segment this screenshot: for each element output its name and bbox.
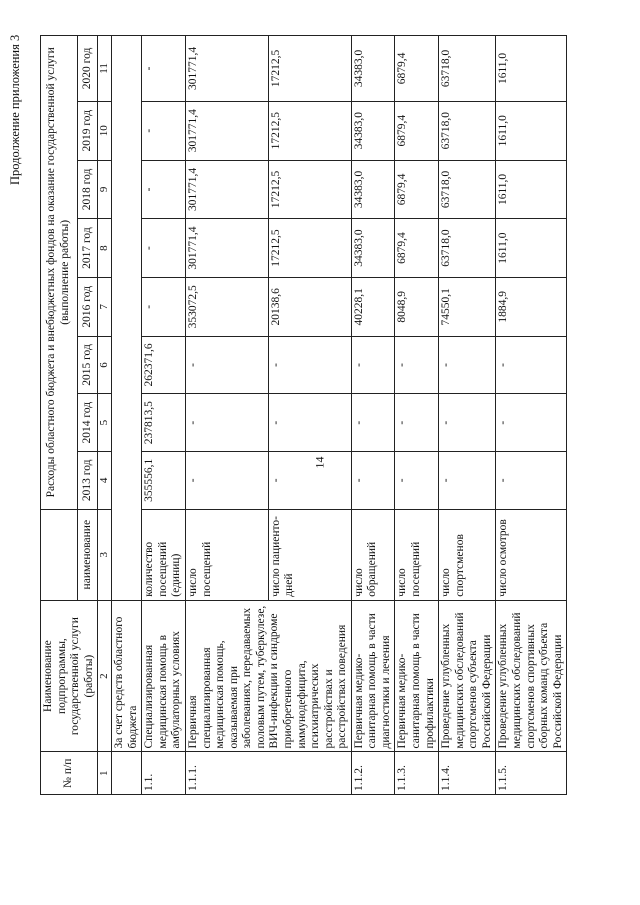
- row-value: 301771,4: [186, 219, 269, 278]
- row-name: Специализированная медицинская помощь в амбулаторных условиях: [142, 600, 186, 752]
- row-num: 1.1.2.: [351, 752, 395, 795]
- row-value: 1611,0: [496, 160, 567, 219]
- header-num: № п/п: [41, 752, 98, 795]
- row-value: -: [439, 336, 496, 394]
- col-index: 2: [98, 600, 112, 752]
- header-year: 2020 год: [77, 36, 97, 102]
- col-index: 5: [98, 394, 112, 452]
- header-indicator-name: наименование: [77, 509, 97, 600]
- row-indicator: количество посещений (единиц): [142, 509, 186, 600]
- col-index: 8: [98, 219, 112, 278]
- row-value: 353072,5: [186, 277, 269, 336]
- row-value: -: [268, 394, 351, 452]
- row-value: -: [186, 394, 269, 452]
- row-num: 1.1.5.: [496, 752, 567, 795]
- column-index-row: [98, 36, 112, 795]
- row-value: -: [351, 394, 395, 452]
- row-indicator: число спортсменов: [439, 509, 496, 600]
- row-num: 1.1.: [142, 752, 186, 795]
- row-value: -: [395, 394, 439, 452]
- row-value: 63718,0: [439, 160, 496, 219]
- header-year: 2015 год: [77, 336, 97, 394]
- row-value: -: [268, 451, 351, 509]
- row-value: -: [395, 451, 439, 509]
- header-budget-group: Расходы областного бюджета и внебюджетных фондов на оказание государственной услуги (выполнение работы): [41, 36, 78, 510]
- row-value: 301771,4: [186, 101, 269, 160]
- page-number: 14: [312, 456, 327, 469]
- row-value: 20138,6: [268, 277, 351, 336]
- col-index: 4: [98, 451, 112, 509]
- row-value: 34383,0: [351, 160, 395, 219]
- header-indicator-group: [41, 509, 78, 600]
- row-value: 355556,1: [142, 451, 186, 509]
- row-value: 6879,4: [395, 219, 439, 278]
- row-value: -: [496, 451, 567, 509]
- col-index: 7: [98, 277, 112, 336]
- row-value: -: [186, 336, 269, 394]
- row-indicator: число посещений: [395, 509, 439, 600]
- header-year: 2016 год: [77, 277, 97, 336]
- col-index: 1: [98, 752, 112, 795]
- row-value: 17212,5: [268, 101, 351, 160]
- table-row: [186, 36, 269, 795]
- row-value: 1611,0: [496, 219, 567, 278]
- row-value: -: [496, 394, 567, 452]
- table-row: [142, 36, 186, 795]
- row-value: 1884,9: [496, 277, 567, 336]
- row-value: -: [142, 277, 186, 336]
- row-value: -: [439, 451, 496, 509]
- row-value: -: [395, 336, 439, 394]
- row-indicator: число посещений: [186, 509, 269, 600]
- row-value: -: [142, 160, 186, 219]
- row-value: -: [142, 219, 186, 278]
- row-value: 40228,1: [351, 277, 395, 336]
- row-value: -: [268, 336, 351, 394]
- row-value: 301771,4: [186, 160, 269, 219]
- row-num: 1.1.1.: [186, 752, 352, 795]
- row-value: -: [496, 336, 567, 394]
- row-indicator: число осмотров: [496, 509, 567, 600]
- row-name: Первичная медико-санитарная помощь в части диагностики и лечения: [351, 600, 395, 752]
- section-row: [112, 36, 142, 795]
- row-value: 6879,4: [395, 101, 439, 160]
- row-value: 262371,6: [142, 336, 186, 394]
- col-index: 9: [98, 160, 112, 219]
- row-value: -: [142, 101, 186, 160]
- row-value: 34383,0: [351, 219, 395, 278]
- row-value: -: [351, 451, 395, 509]
- row-value: 74550,1: [439, 277, 496, 336]
- row-value: 63718,0: [439, 36, 496, 102]
- row-value: 1611,0: [496, 101, 567, 160]
- row-value: 34383,0: [351, 101, 395, 160]
- row-num: 1.1.4.: [439, 752, 496, 795]
- row-name: Первичная специализированная медицинская помощь, оказываемая при заболеваниях, передаваемых половым путем, туберкулезе, ВИЧ-инфекции и синдроме приобретенного иммунодефицита, психиатрических расстройствах и расстройствах поведения: [186, 600, 352, 752]
- row-value: 237813,5: [142, 394, 186, 452]
- row-value: 6879,4: [395, 36, 439, 102]
- row-name: Проведение углубленных медицинских обследований спортсменов спортивных сборных команд субъекта Российской Федерации: [496, 600, 567, 752]
- table-row: [351, 36, 395, 795]
- row-value: -: [439, 394, 496, 452]
- row-value: 17212,5: [268, 160, 351, 219]
- table-row: [496, 36, 567, 795]
- row-value: 34383,0: [351, 36, 395, 102]
- row-value: -: [142, 36, 186, 102]
- row-num: 1.1.3.: [395, 752, 439, 795]
- row-value: 8048,9: [395, 277, 439, 336]
- section-title: За счет средств областного бюджета: [112, 600, 142, 752]
- header-name: Наименование подпрограммы, государственной услуги (работы): [41, 600, 98, 752]
- row-value: 1611,0: [496, 36, 567, 102]
- row-indicator: число пациенто-дней: [268, 509, 351, 600]
- header-year: 2013 год: [77, 451, 97, 509]
- row-value: 63718,0: [439, 219, 496, 278]
- row-indicator: число обращений: [351, 509, 395, 600]
- header-year: 2014 год: [77, 394, 97, 452]
- table-row: [439, 36, 496, 795]
- header-year: 2018 год: [77, 160, 97, 219]
- row-value: 301771,4: [186, 36, 269, 102]
- row-value: 17212,5: [268, 219, 351, 278]
- table-row: [395, 36, 439, 795]
- row-value: -: [351, 336, 395, 394]
- row-value: 6879,4: [395, 160, 439, 219]
- row-value: 17212,5: [268, 36, 351, 102]
- col-index: 3: [98, 509, 112, 600]
- col-index: 10: [98, 101, 112, 160]
- row-name: Проведение углубленных медицинских обследований спортсменов субъекта Российской Федерации: [439, 600, 496, 752]
- budget-table: [40, 35, 567, 795]
- col-index: 11: [98, 36, 112, 102]
- header-year: 2019 год: [77, 101, 97, 160]
- header-row-1: [41, 36, 78, 795]
- row-value: 63718,0: [439, 101, 496, 160]
- col-index: 6: [98, 336, 112, 394]
- header-year: 2017 год: [77, 219, 97, 278]
- row-value: -: [186, 451, 269, 509]
- continuation-label: Продолжение приложения 3: [8, 34, 22, 185]
- row-name: Первичная медико-санитарная помощь в части профилактики: [395, 600, 439, 752]
